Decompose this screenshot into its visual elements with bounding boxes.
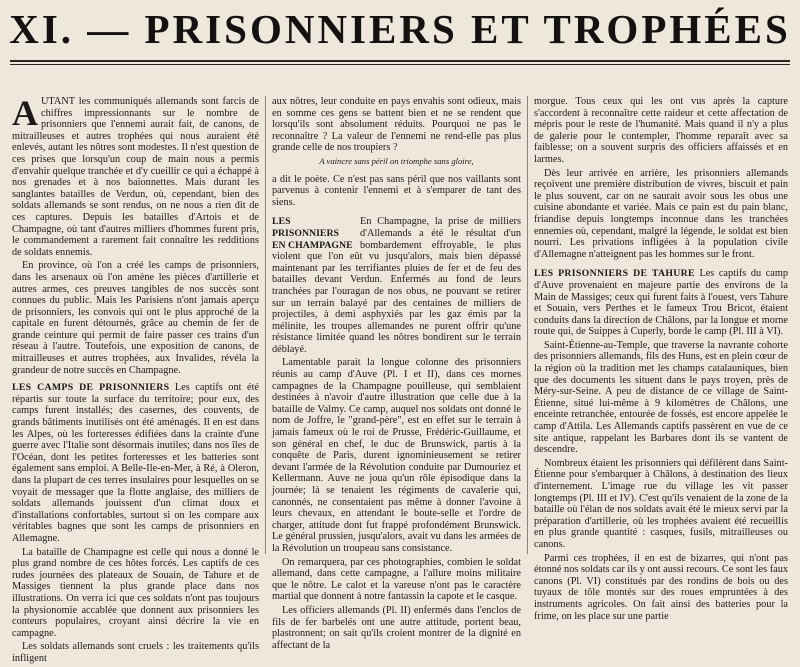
title-rule-top: [10, 60, 790, 62]
paragraph: a dit le poète. Ce n'est pas sans péril que nos vaillants sont parvenus à contenir l'ennemi et à s'emparer de tant des siens.: [272, 173, 521, 208]
paragraph: Les soldats allemands sont cruels : les traitements qu'ils infligent: [12, 641, 259, 664]
paragraph: [12, 93, 259, 258]
column-1: [12, 93, 259, 667]
section-heading: LES PRISONNIERS DE TAHURE: [534, 268, 695, 280]
paragraph: Saint-Étienne-au-Temple, que traverse la navrante cohorte des prisonniers allemands, fils des Huns, est en plein cœur de la région où la tradition met les champs catalauniques, bien que des documents les situent dans le pays troyen, près de Méry-sur-Seine. A peu de distance de ce village de Saint-Étienne, situé lui-même à 9 kilomètres de Châlons, une enceinte retranchée, entourée de fossés, est encore appelée le camp d'Attila. Les Allemands captifs passèrent en vue de ce site antique, rappelant les Barbares dont ils se vantent de descendre.: [534, 339, 788, 456]
paragraph: morgue. Tous ceux qui les ont vus après la capture s'accordent à reconnaître cette raideur et cette affectation de mépris pour le reste de l'humanité. Mais quand il n'y a plus de galerie pour le contempler, l'homme reparaît avec sa faiblesse; on a souvent surpris des officiers affaissés et en larmes.: [534, 96, 788, 165]
paragraph: [12, 382, 259, 544]
quote-line: A vaincre sans péril on triomphe sans gloire,: [319, 155, 474, 166]
paragraph: Parmi ces trophées, il en est de bizarres, qui n'ont pas étonné nos soldats car ils y ont aussi recours. Ce sont les faux canons (Pl. VI) constitués par des rondins de bois ou des tuyaux de tôle montés sur des roues empruntées à des instruments agricoles. On fait ainsi des batteries pour la frime, on les place sur une partie: [534, 552, 788, 622]
page-title: XI. — PRISONNIERS ET TROPHÉES: [9, 6, 791, 52]
column-divider: [527, 96, 528, 554]
paragraph-text: Les captifs ont été répartis sur toute la surface du territoire; pour eux, des camps furent installés; des casernes, des couvents, de grands bâtiments inutilisés ont été aménagés. Il en est dans les Alpes, où les forteresses édifiées dans la crainte d'une guerre avec l'Italie sont désormais inutiles; dans nos îles de l'Océan, dont les petites forteresses et les batteries sont également sans emploi. A Belle-Ile-en-Mer, à Ré, à Oleron, dans la plupart de ces terres insulaires pour lesquelles on se voyait de messager que la flotte anglaise, des milliers de soldats allemands jouissent d'un climat doux et d'installations confortables, surtout si on les compare aux véritables bagnes que sont les camps de prisonniers en Allemagne.: [12, 382, 259, 544]
paragraph: On remarquera, par ces photographies, combien le soldat allemand, dans cette campagne, a l'allure moins militaire que le nôtre. Le calot et la vareuse n'ont pas le caractère martial que donnent à notre fantassin la capote et le casque.: [272, 556, 521, 603]
section-heading: LES CAMPS DE PRISONNIERS: [12, 382, 170, 394]
paragraph: La bataille de Champagne est celle qui nous a donné le plus grand nombre de ces hôtes forcés. Les captifs de ces rudes journées des plateaux de Souain, de Tahure et de Massiges tiennent la plus grande place dans nos illustrations. On verra ici que ces soldats n'ont pas toujours la physionomie accablée que donnent aux prisonniers les conteurs populaires, croyant ainsi décrire la vie en campagne.: [12, 546, 259, 639]
paragraph: Nombreux étaient les prisonniers qui défilèrent dans Saint-Étienne pour s'embarquer à Châlons, à destination des lieux d'internement. L'image rue du village les vit passer longtemps (Pl. III et IV). C'est qu'ils venaient de la zone de la bataille où l'élan de nos soldats avait été le mieux servi par la préparation d'artillerie, où les trophées avaient été recueillis en plus grande quantité : casques, fusils, mitrailleuses ou canons.: [534, 457, 788, 550]
paragraph: Les officiers allemands (Pl. II) enfermés dans l'enclos de fils de fer barbelés ont une autre attitude, portent beau, plastronnent; on sait qu'ils croient montrer de la dignité en affectant de la: [272, 604, 521, 651]
title-rule-bottom: [10, 64, 790, 65]
paragraph: Lamentable parait la longue colonne des prisonniers réunis au camp d'Auve (Pl. I et II), dans ces mornes campagnes de la Champagne pouilleuse, qui semblaient destinées à n'avoir d'autre illustration que celle due à la bataille de Valmy. Ce camp, auquel nos soldats ont donné le nom de Joffre, le "grand-père", est en effet sur le terrain à jamais fameux où le roi de Prusse, Frédéric-Guillaume, et son général en chef, le duc de Brunswick, partis à la conquête de Paris, durent ignominieusement se retirer devant l'armée de la Révolution conduite par Dumouriez et Kellermann. Auve ne joua qu'un rôle épisodique dans la journée; là se tenaient les régiments de cavalerie qui, canonnés, ne consentaient pas même à donner l'avoine à leurs chevaux, en attendant le boute-selle et l'ordre de charger, attitude dont fut frappé profondément Brunswick. Le général prussien, jusqu'alors, avait vu dans les armées de la Révolution un troupeau sans consistance.: [272, 357, 521, 554]
drop-cap: A: [12, 93, 38, 133]
paragraph-text: Les captifs du camp d'Auve provenaient en majeure partie des environs de la Main de Massiges; ceux qui furent faits à l'ouest, vers Tahure et Souain, vers Perthes et le fameux Trou Bricot, étaient conduits dans la direction de Châlons, par la longue et morne route qui, de Suippes à Cuperly, borde le camp (Pl. III à VI).: [534, 268, 788, 338]
paragraph: aux nôtres, leur conduite en pays envahis sont odieux, mais en somme ces gens se battent bien et ne se rendent que lorsqu'ils sont absolument réduits. Pourquoi ne pas le reconnaître ? La valeur de l'ennemi ne rend-elle pas plus grande celle de nos troupiers ?: [272, 96, 521, 154]
column-2: [272, 96, 521, 653]
section-heading: LES PRISONNIERS EN CHAMPAGNE: [272, 216, 353, 251]
paragraph-text: UTANT les communiqués allemands sont farcis de chiffres impressionnants sur le nombre de prisonniers que l'ennemi aurait fait, de canons, de mitrailleuses et autres trophées qui nous auraient été enlevés, autant les nôtres sont modestes. Il n'est question de ces prises que lorsqu'un coup de main nous a permis d'envahir quelque tranchée et d'y cueillir ce qui a échappé à nos grenades et à nos baïonnettes. Mais durant les sanglantes batailles de Verdun, où, cependant, bien des soldats allemands se sont rendus, on ne nous a rien dit de ces captures. Depuis les batailles d'Artois et de Champagne, où tant d'autres milliers d'hommes furent pris, le commandement a rarement fait connaître les redditions de soldats ennemis.: [12, 96, 259, 258]
column-3: [534, 96, 788, 624]
paragraph-text: En Champagne, la prise de milliers d'Allemands a été le résultat d'un bombardement effroyable, le plus violent que l'on eût vu jusqu'alors, mais bien dépassé maintenant par les terrifiantes pluies de fer et de feu des batailles devant Verdun. Enfermés au fond de leurs tranchées par l'ouragan de nos obus, ne pouvant se retirer sur un terrain balayé par des centaines de milliers de projectiles, à demi asphyxiés par les gaz émis par la mélinite, les troupes allemandes ne purent offrir qu'une résistance limitée quand les nôtres bondirent sur le terrain déblayé.: [272, 216, 521, 355]
paragraph: [534, 268, 788, 338]
paragraph: En province, où l'on a créé les camps de prisonniers, dans les arsenaux où l'on amène les pièces d'artillerie et autres armes, ces preuves tangibles de nos succès sont connues du public. Mais les Parisiens n'ont jamais aperçu de prisonniers, les convois qui ont le plus approché de la capitale en furent détournés, grâce au chemin de fer de grande ceinture qui permit de faire passer ces trains d'un réseau à l'autre. Toutefois, une exposition de canons, de mitrailleuses et autres trophées, aux Invalides, révéla la grandeur de notre succès en Champagne.: [12, 260, 259, 376]
paragraph: [272, 216, 521, 355]
paragraph: Dès leur arrivée en arrière, les prisonniers allemands reçoivent une première distribution de vivres, biscuit et pain le plus souvent, car on ne saurait avoir sous les obus une cuisine abondante et variée. Mais ce pain est du pain blanc, friandise depuis longtemps inconnue dans les tranchées ennemies où, cependant, malgré la légende, le soldat est bien nourri. Les privations infligées à la population civile d'Allemagne n'atteignent pas les hommes sur le front.: [534, 167, 788, 260]
column-divider: [265, 96, 266, 554]
